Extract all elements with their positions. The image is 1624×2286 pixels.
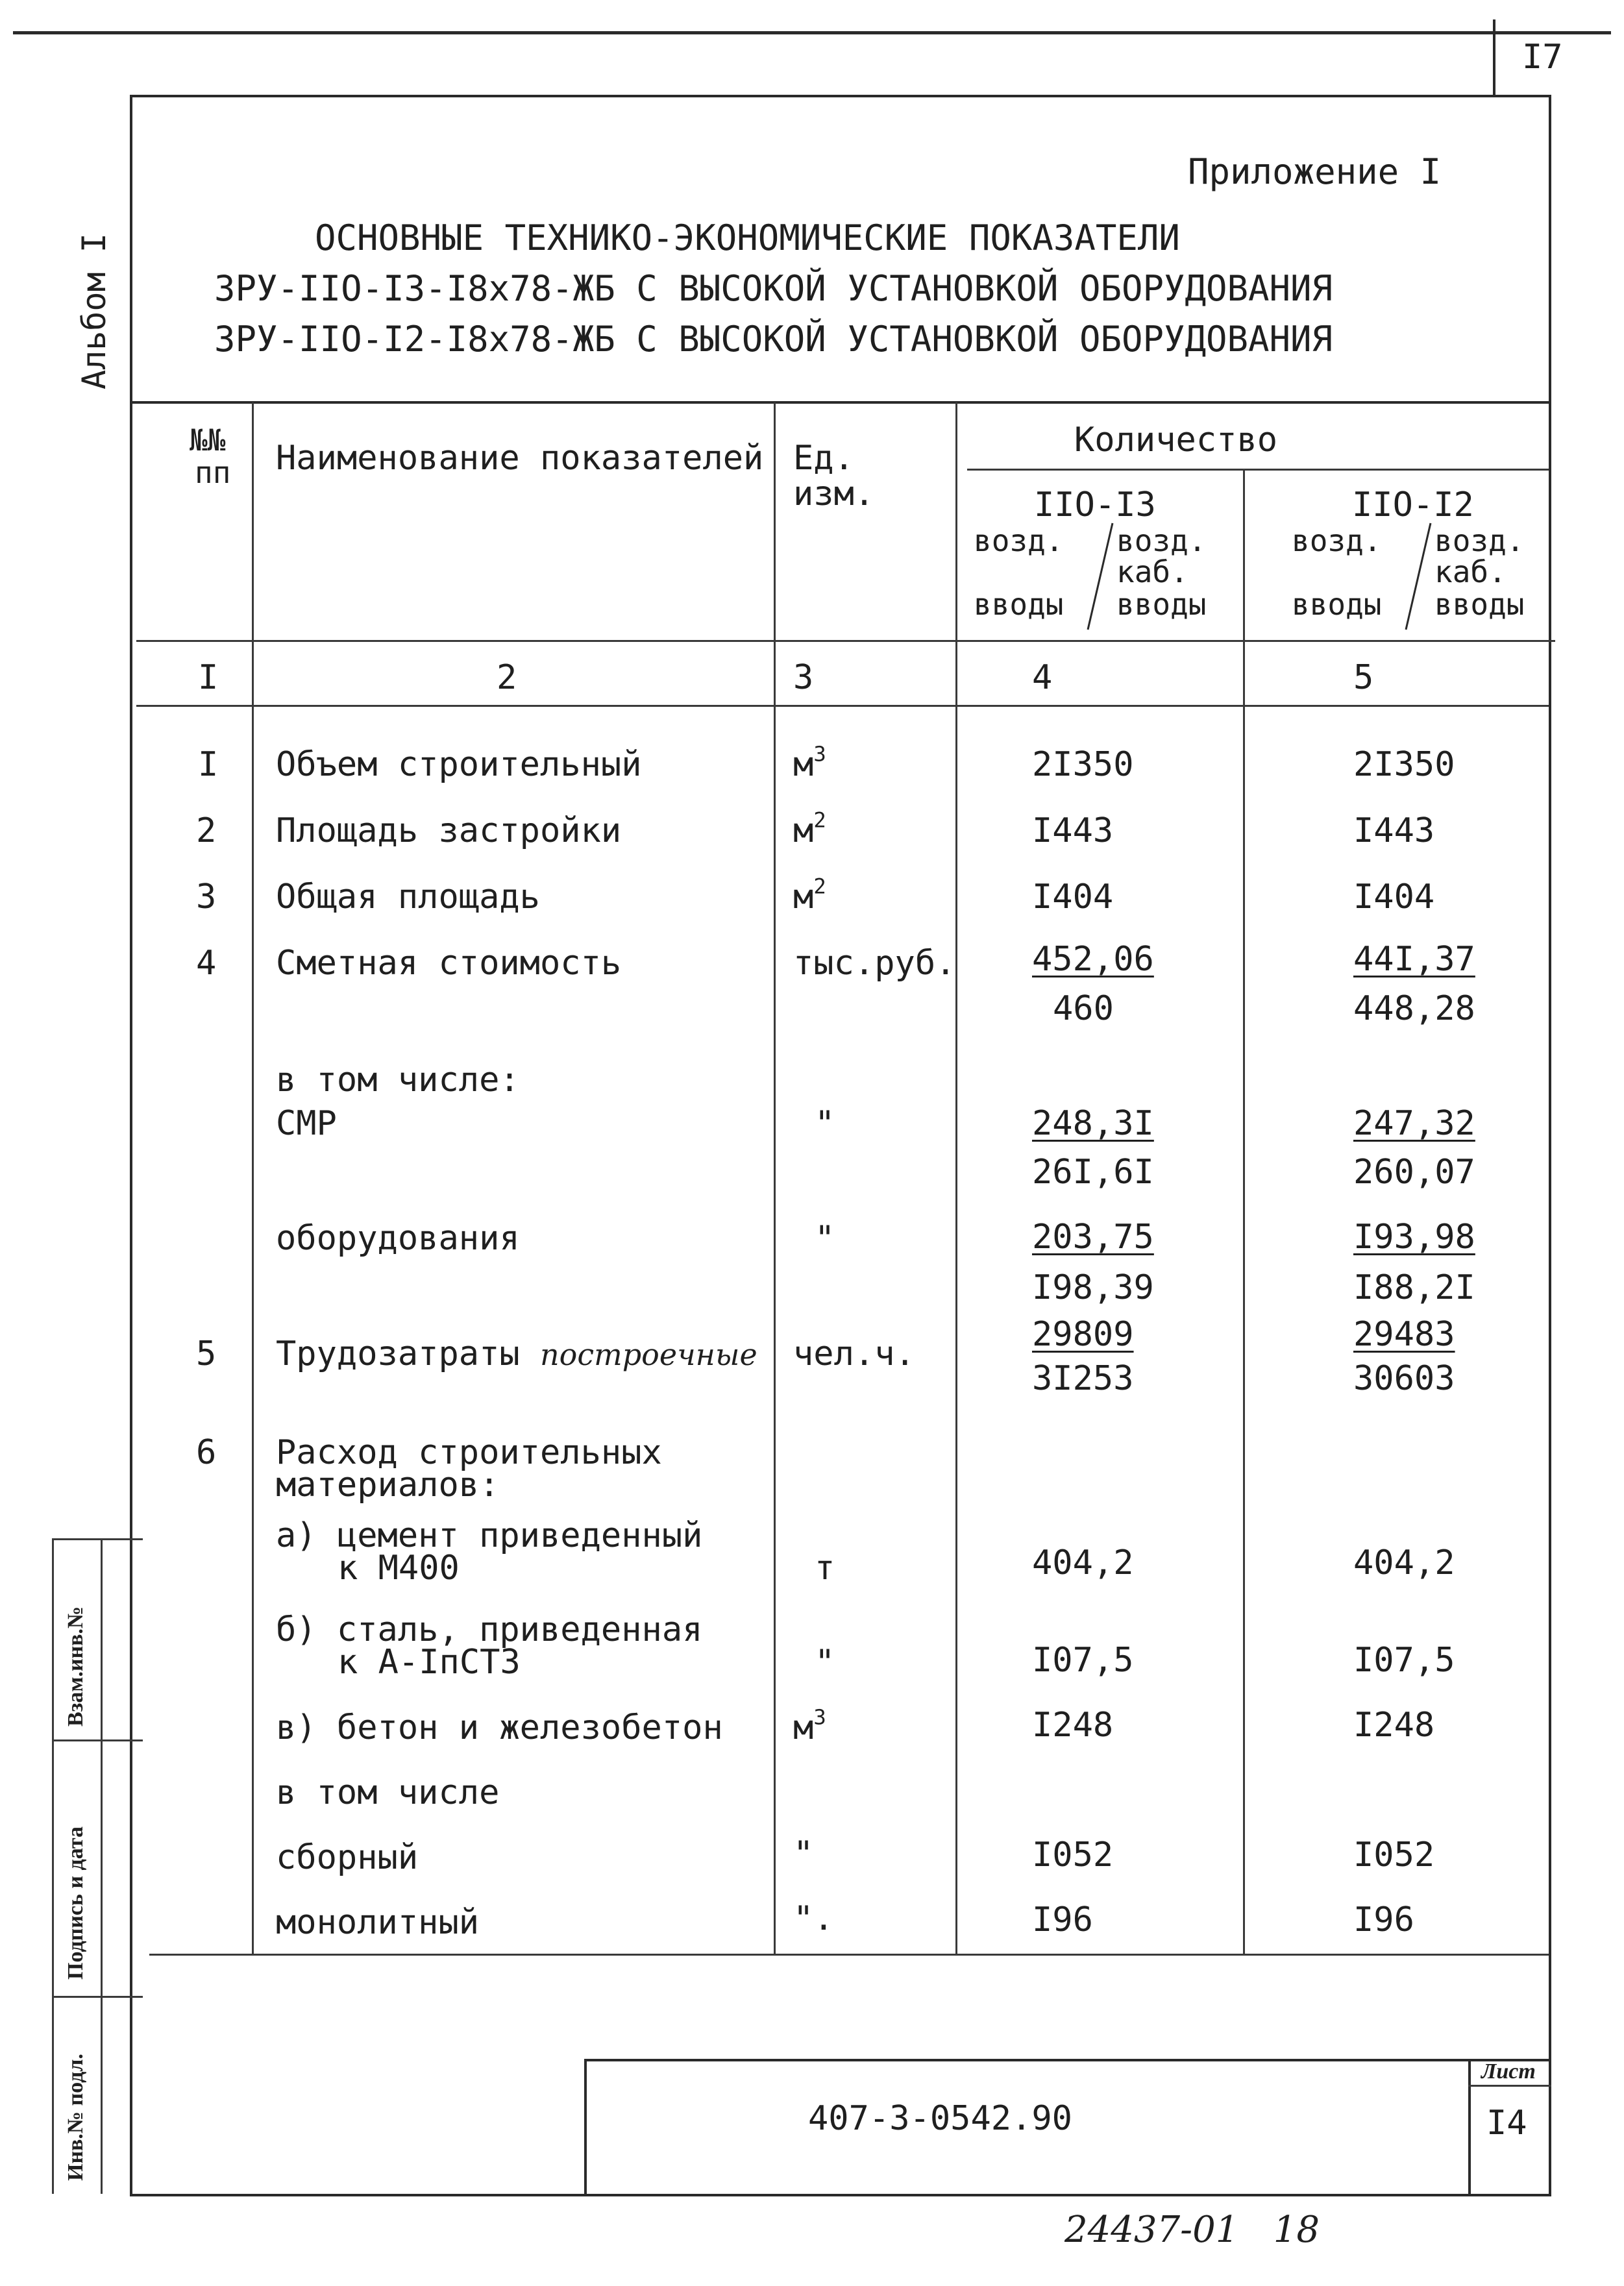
prefab-value-a: I052: [1032, 1836, 1114, 1874]
row1-value-a: 2I350: [1032, 745, 1134, 784]
table-top: [130, 401, 1551, 404]
row4-value-a-bottom: 460: [1053, 989, 1114, 1028]
stamp-div-1: [52, 1739, 143, 1741]
steel-unit: ": [815, 1643, 835, 1682]
titleblock-sheet-label-line: [1468, 2085, 1551, 2087]
row4-value-b-bottom: 448,28: [1353, 989, 1475, 1028]
monolithic-value-b: I96: [1353, 1900, 1414, 1939]
header-a-left-top: возд.: [974, 523, 1064, 558]
top-rule: [13, 31, 1611, 34]
col-divider-4: [1243, 469, 1245, 1954]
header-name: Наименование показателей: [276, 439, 764, 478]
row4-num: 4: [196, 944, 217, 983]
frame-left: [130, 95, 132, 2196]
steel-line1: б) сталь, приведенная: [276, 1610, 703, 1649]
document-code: 407-3-0542.90: [808, 2099, 1072, 2138]
equipment-value-b-bottom: I88,2I: [1353, 1268, 1475, 1307]
titleblock-sheet-divider: [1468, 2059, 1471, 2196]
row3-unit: $м^2$: [793, 874, 826, 916]
smr-name: СМР: [276, 1104, 337, 1143]
stamp-original-inv: Инв.№ подл.: [64, 2054, 88, 2181]
equipment-value-a-bottom: I98,39: [1032, 1268, 1154, 1307]
frame-top: [130, 95, 1551, 97]
monolithic-unit: ".: [793, 1899, 834, 1938]
concrete-value-b: I248: [1353, 1706, 1435, 1745]
row1-name: Объем строительный: [276, 745, 642, 784]
header-b-left-bottom: вводы: [1292, 587, 1382, 622]
smr-value-b-top: 247,32: [1353, 1104, 1475, 1143]
stamp-signature-date: Подпись и дата: [64, 1826, 88, 1980]
monolithic-value-a: I96: [1032, 1900, 1093, 1939]
equipment-value-a-top: 203,75: [1032, 1218, 1154, 1257]
cement-value-b: 404,2: [1353, 1543, 1455, 1582]
frame-bottom: [130, 2194, 1551, 2196]
smr-value-a-top: 248,3I: [1032, 1104, 1154, 1143]
steel-line2: к А-IпСТ3: [338, 1643, 521, 1682]
cement-line1: а) цемент приведенный: [276, 1516, 703, 1555]
concrete-name: в) бетон и железобетон: [276, 1708, 723, 1747]
header-col-a: IIO-I3: [1034, 485, 1156, 524]
concrete-unit: $м^3$: [793, 1704, 826, 1747]
col-divider-2: [774, 402, 776, 1954]
colnum-4: 4: [1032, 658, 1053, 697]
cement-line2: к М400: [338, 1549, 460, 1588]
stamp-top: [52, 1538, 143, 1540]
header-b-left-top: возд.: [1292, 523, 1382, 558]
header-num-line1: №№: [190, 423, 226, 458]
including2-label: в том числе: [276, 1773, 500, 1812]
header-b-right-mid: каб.: [1434, 554, 1507, 589]
row5-value-a-bottom: 3I253: [1032, 1359, 1134, 1398]
colnum-bottom: [136, 705, 1549, 707]
row4-unit: тыс.руб.: [793, 944, 956, 983]
title-line-1: ОСНОВНЫЕ ТЕХНИКО-ЭКОНОМИЧЕСКИЕ ПОКАЗАТЕЛИ: [315, 217, 1180, 258]
smr-value-b-bottom: 260,07: [1353, 1153, 1475, 1192]
prefab-value-b: I052: [1353, 1836, 1435, 1874]
appendix-label: Приложение I: [1188, 151, 1442, 192]
header-b-right-top: возд.: [1434, 523, 1525, 558]
title-line-3: ЗРУ-IIO-I2-I8х78-ЖБ С ВЫСОКОЙ УСТАНОВКОЙ ОБОРУДОВАНИЯ: [214, 319, 1333, 360]
stamp-replace-inv: Взам.инв.№: [64, 1606, 88, 1727]
row1-unit: $м^3$: [793, 741, 826, 784]
sheet-number-box-left: [1493, 19, 1495, 96]
table-bottom: [149, 1954, 1549, 1956]
header-unit-line2: изм.: [793, 474, 875, 513]
header-a-right-top: возд.: [1116, 523, 1207, 558]
row4-value-a-top: 452,06: [1032, 940, 1154, 979]
colnum-3: 3: [793, 658, 814, 697]
row2-num: 2: [196, 811, 217, 850]
row2-name: Площадь застройки: [276, 811, 622, 850]
including-label: в том числе:: [276, 1061, 520, 1100]
handwritten-note: 24437-01 18: [1064, 2209, 1320, 2251]
colnum-2: 2: [497, 658, 517, 697]
row4-name: Сметная стоимость: [276, 944, 622, 983]
header-unit-line1: Ед.: [793, 439, 854, 478]
row1-value-b: 2I350: [1353, 745, 1455, 784]
row3-name: Общая площадь: [276, 878, 540, 916]
row5-name: Трудозатраты построечные: [276, 1334, 757, 1373]
colnum-5: 5: [1353, 658, 1374, 697]
col-divider-3: [955, 402, 957, 1954]
stamp-inner-edge: [101, 1538, 103, 2194]
cement-unit: т: [815, 1549, 835, 1588]
header-b-right-bottom: вводы: [1434, 587, 1525, 622]
monolithic-name: монолитный: [276, 1903, 480, 1942]
titleblock-top: [584, 2059, 1551, 2061]
row6-num: 6: [196, 1433, 217, 1472]
prefab-name: сборный: [276, 1838, 419, 1877]
sheet-top-number: I7: [1522, 38, 1563, 77]
row5-unit: чел.ч.: [793, 1334, 915, 1373]
stamp-div-2: [52, 1996, 143, 1998]
row3-value-b: I404: [1353, 878, 1435, 916]
row3-num: 3: [196, 878, 217, 916]
header-b-slash: [1402, 519, 1434, 633]
album-label: Альбом I: [75, 233, 113, 389]
frame-right: [1549, 95, 1551, 2196]
title-line-2: ЗРУ-IIO-I3-I8х78-ЖБ С ВЫСОКОЙ УСТАНОВКОЙ ОБОРУДОВАНИЯ: [214, 268, 1333, 309]
row3-value-a: I404: [1032, 878, 1114, 916]
colnum-1: I: [198, 658, 219, 697]
row5-num: 5: [196, 1334, 217, 1373]
row2-value-a: I443: [1032, 811, 1114, 850]
smr-value-a-bottom: 26I,6I: [1032, 1153, 1154, 1192]
quantity-divider: [967, 469, 1549, 471]
concrete-value-a: I248: [1032, 1706, 1114, 1745]
smr-unit: ": [815, 1104, 835, 1143]
header-col-b: IIO-I2: [1352, 485, 1474, 524]
row6-name-line1: Расход строительных: [276, 1433, 662, 1472]
equipment-value-b-top: I93,98: [1353, 1218, 1475, 1257]
equipment-name: оборудования: [276, 1219, 520, 1258]
row2-value-b: I443: [1353, 811, 1435, 850]
steel-value-a: I07,5: [1032, 1641, 1134, 1680]
prefab-unit: ": [793, 1834, 814, 1873]
row5-value-b-bottom: 30603: [1353, 1359, 1455, 1398]
header-a-right-bottom: вводы: [1116, 587, 1207, 622]
header-a-right-mid: каб.: [1116, 554, 1188, 589]
row6-name-line2: материалов:: [276, 1466, 500, 1505]
stamp-left-edge: [52, 1538, 54, 2194]
sheet-number: I4: [1486, 2104, 1527, 2143]
equipment-unit: ": [815, 1219, 835, 1258]
cement-value-a: 404,2: [1032, 1543, 1134, 1582]
header-a-slash: [1084, 519, 1116, 633]
steel-value-b: I07,5: [1353, 1641, 1455, 1680]
row2-unit: $м^2$: [793, 807, 826, 850]
sheet-label: Лист: [1481, 2059, 1536, 2083]
header-num-line2: пп: [195, 455, 231, 490]
header-a-left-bottom: вводы: [974, 587, 1064, 622]
header-bottom: [136, 640, 1555, 642]
row1-num: I: [198, 745, 219, 784]
row5-value-a-top: 29809: [1032, 1315, 1134, 1354]
header-quantity: Количество: [1074, 421, 1278, 460]
col-divider-1: [252, 402, 254, 1954]
row5-value-b-top: 29483: [1353, 1315, 1455, 1354]
titleblock-left: [584, 2059, 587, 2196]
row4-value-b-top: 44I,37: [1353, 940, 1475, 979]
